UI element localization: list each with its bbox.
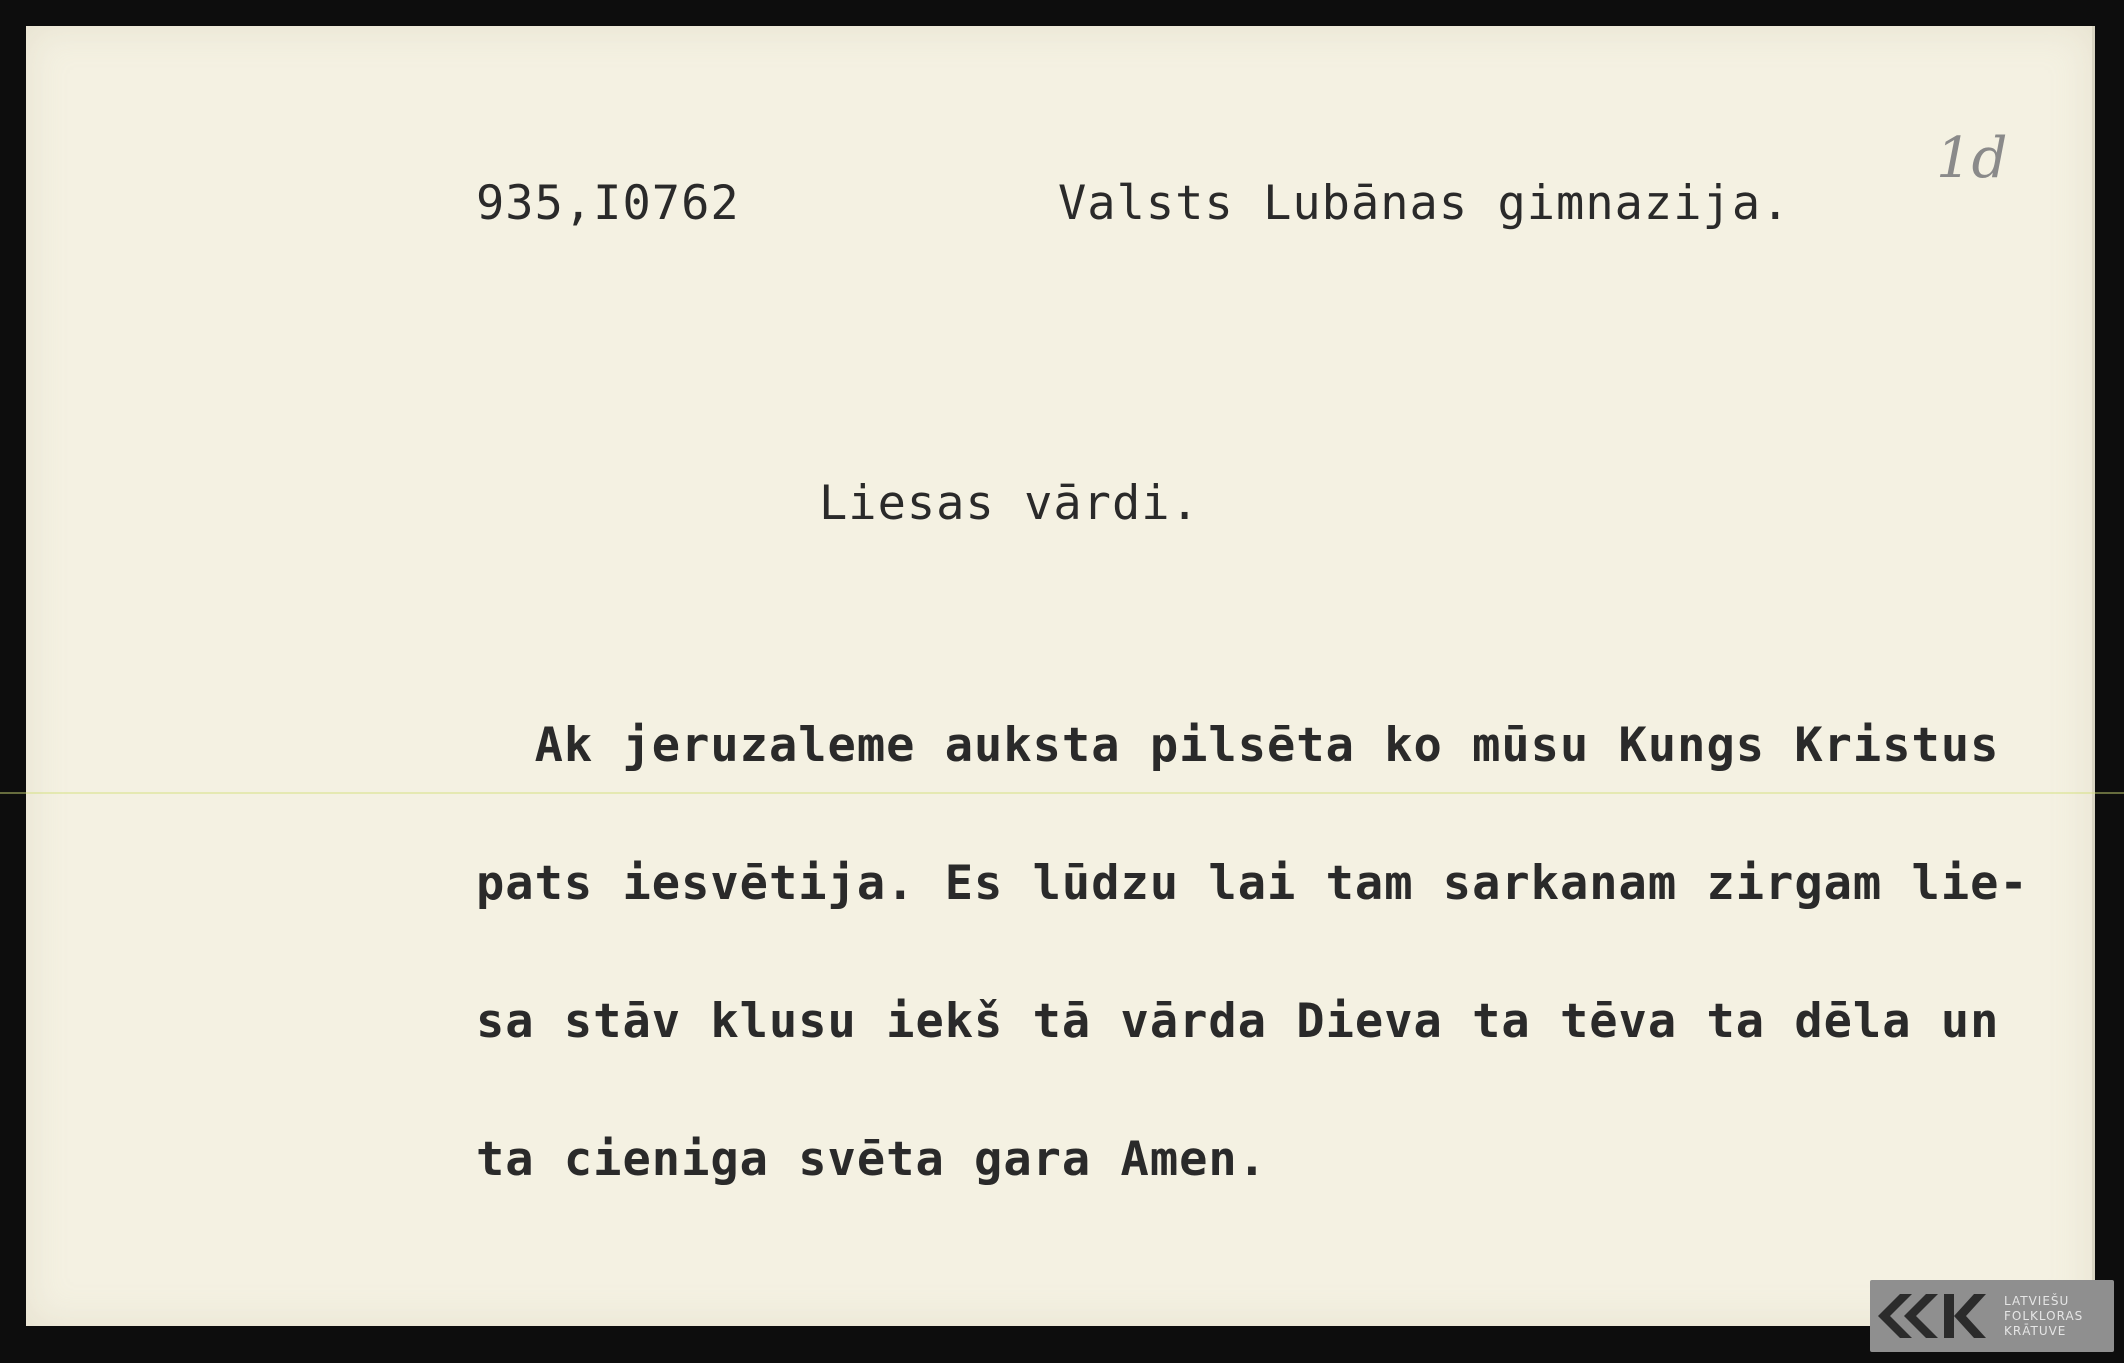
body-text (476, 631, 2029, 1275)
school-name: Valsts Lubānas gimnazija. (1058, 176, 1791, 231)
body-line: sa stāv klusu iekš tā vārda Dieva ta tēva ta dēla un (476, 994, 2000, 1049)
archive-number: 935,I0762 (476, 176, 740, 231)
body-line: Ak jeruzaleme auksta pilsēta ko mūsu Kungs Kristus (476, 718, 2000, 773)
lfk-logo-icon (1870, 1280, 2000, 1352)
logo-line: LATVIEŠU (2004, 1293, 2070, 1308)
logo-line: FOLKLORAS (2004, 1308, 2084, 1323)
body-line: ta cieniga svēta gara Amen. (476, 1132, 1268, 1187)
logo-text (2000, 1294, 2083, 1339)
body-line: pats iesvētija. Es lūdzu lai tam sarkanam zirgam lie- (476, 856, 2029, 911)
handwritten-note: 1d (1936, 126, 2008, 191)
card-title: Liesas vārdi. (819, 476, 1200, 531)
index-card (26, 26, 2095, 1326)
scan-artifact-line (0, 792, 2124, 794)
logo-line: KRĀTUVE (2004, 1323, 2067, 1338)
archive-logo (1870, 1280, 2114, 1352)
